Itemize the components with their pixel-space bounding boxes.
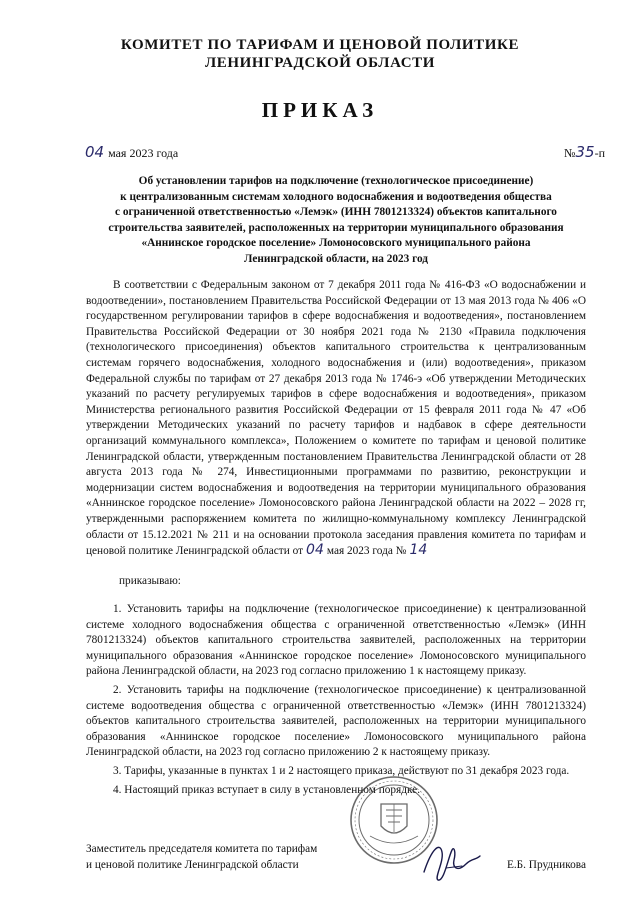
- subject-line: «Аннинское городское поселение» Ломоносовского муниципального района: [141, 237, 531, 249]
- order-item: 2. Установить тарифы на подключение (технологическое присоединение) к централизованной системе водоотведения общества с ограниченной ответственностью «Лемэк» (ИНН 7801213324) объектов капитального строительства заявителей, расположенных на территории муниципального образования «Аннинское городское поселение» Ломоносовского муниципального района Ленинградской области, на 2023 год согласно приложению 2 к настоящему приказу.: [86, 683, 586, 759]
- preamble-paragraph: [86, 278, 586, 560]
- committee-line-2: ЛЕНИНГРАДСКОЙ ОБЛАСТИ: [204, 55, 436, 71]
- protocol-month-text: мая 2023 года №: [326, 545, 407, 558]
- position-line: Заместитель председателя комитета по тарифам: [86, 843, 318, 855]
- order-item: 4. Настоящий приказ вступает в силу в установленном порядке.: [113, 783, 421, 796]
- subject-line: строительства заявителей, расположенных на территории муниципального образования: [108, 221, 564, 234]
- subject-line: к централизованным системам холодного водоснабжения и водоотведения общества: [120, 190, 552, 203]
- orders-word: приказываю:: [119, 575, 181, 587]
- document-number: [564, 143, 605, 161]
- preamble-text: В соответствии с Федеральным законом от 7 декабря 2011 года № 416-ФЗ «О водоснабжении и водоотведении», постановлением Правительства Российской Федерации от 13 мая 2013 года № 406 «О государственном регулировании тарифов в сфере водоснабжения и водоотведения», постановлением Правительства Российской Федерации от 30 ноября 2021 года № 2130 «Правила подключения (технологического присоединения) объектов капитального строительства к централизованным системам горячего водоснабжения, холодного водоснабжения и (или) водоотведения», приказом Федеральной службы по тарифам от 27 декабря 2013 года № 1746-э «Об утверждении Методических указаний по расчету регулируемых тарифов в сфере водоснабжения и водоотведения», приказом Министерства регионального развития Российской Федерации от 15 февраля 2011 года № 47 «Об утверждении Методических указаний по расчету тарифов и надбавок в сфере деятельности организаций коммунального комплекса», Положением о комитете по тарифам и ценовой политике Ленинградской области, утвержденным постановлением Правительства Ленинградской области от 28 августа 2013 года № 274, Инвестиционными программами по развитию, реконструкции и модернизации систем водоснабжения и водоотведения на территории муниципального образования «Аннинское городское поселение» Ломоносовского района Ленинградской области на 2022 – 2028 гг, утвержденными распоряжением комитета по жилищно-коммунальному комплексу Ленинградской области от 15.12.2021 № 211 и на основании протокола заседания правления комитета по тарифам и ценовой политике Ленинградской области от: [86, 279, 586, 558]
- date-text: мая 2023 года: [108, 146, 179, 160]
- date-number-line: [85, 143, 605, 163]
- signature-block: [86, 842, 586, 882]
- signatory-name: Е.Б. Прудникова: [506, 859, 586, 871]
- committee-line-1: КОМИТЕТ ПО ТАРИФАМ И ЦЕНОВОЙ ПОЛИТИКЕ: [120, 37, 520, 53]
- handwritten-protocol-day: 04: [306, 542, 324, 559]
- handwritten-protocol-number: 14: [409, 542, 428, 559]
- order-items: [86, 602, 586, 798]
- position-line: и ценовой политике Ленинградской области: [86, 858, 299, 871]
- preamble: [86, 278, 586, 560]
- order-item: 1. Установить тарифы на подключение (технологическое присоединение) к централизованной системе холодного водоснабжения общества с ограниченной ответственностью «Лемэк» (ИНН 7801213324) объектов капитального строительства заявителей, расположенных на территории муниципального образования «Аннинское городское поселение» Ломоносовского муниципального района Ленинградской области, на 2023 год согласно приложению 1 к настоящему приказу.: [86, 603, 586, 678]
- document-subject: [86, 174, 586, 267]
- order-item: 3. Тарифы, указанные в пунктах 1 и 2 настоящего приказа, действуют по 31 декабря 2023 года.: [113, 764, 570, 777]
- subject-line: с ограниченной ответственностью «Лемэк» (ИНН 7801213324) объектов капитального: [115, 206, 557, 218]
- handwritten-number: 35: [575, 143, 595, 161]
- committee-header: [0, 36, 640, 72]
- document-title: ПРИКАЗ: [261, 98, 379, 122]
- handwritten-day: 04: [85, 143, 105, 161]
- number-prefix: №: [564, 146, 576, 160]
- number-suffix: -п: [594, 146, 605, 160]
- document-date: [85, 143, 178, 161]
- subject-line: Ленинградской области, на 2023 год: [243, 252, 429, 265]
- subject-line: Об установлении тарифов на подключение (технологическое присоединение): [138, 175, 534, 187]
- signatory-position: [86, 842, 317, 873]
